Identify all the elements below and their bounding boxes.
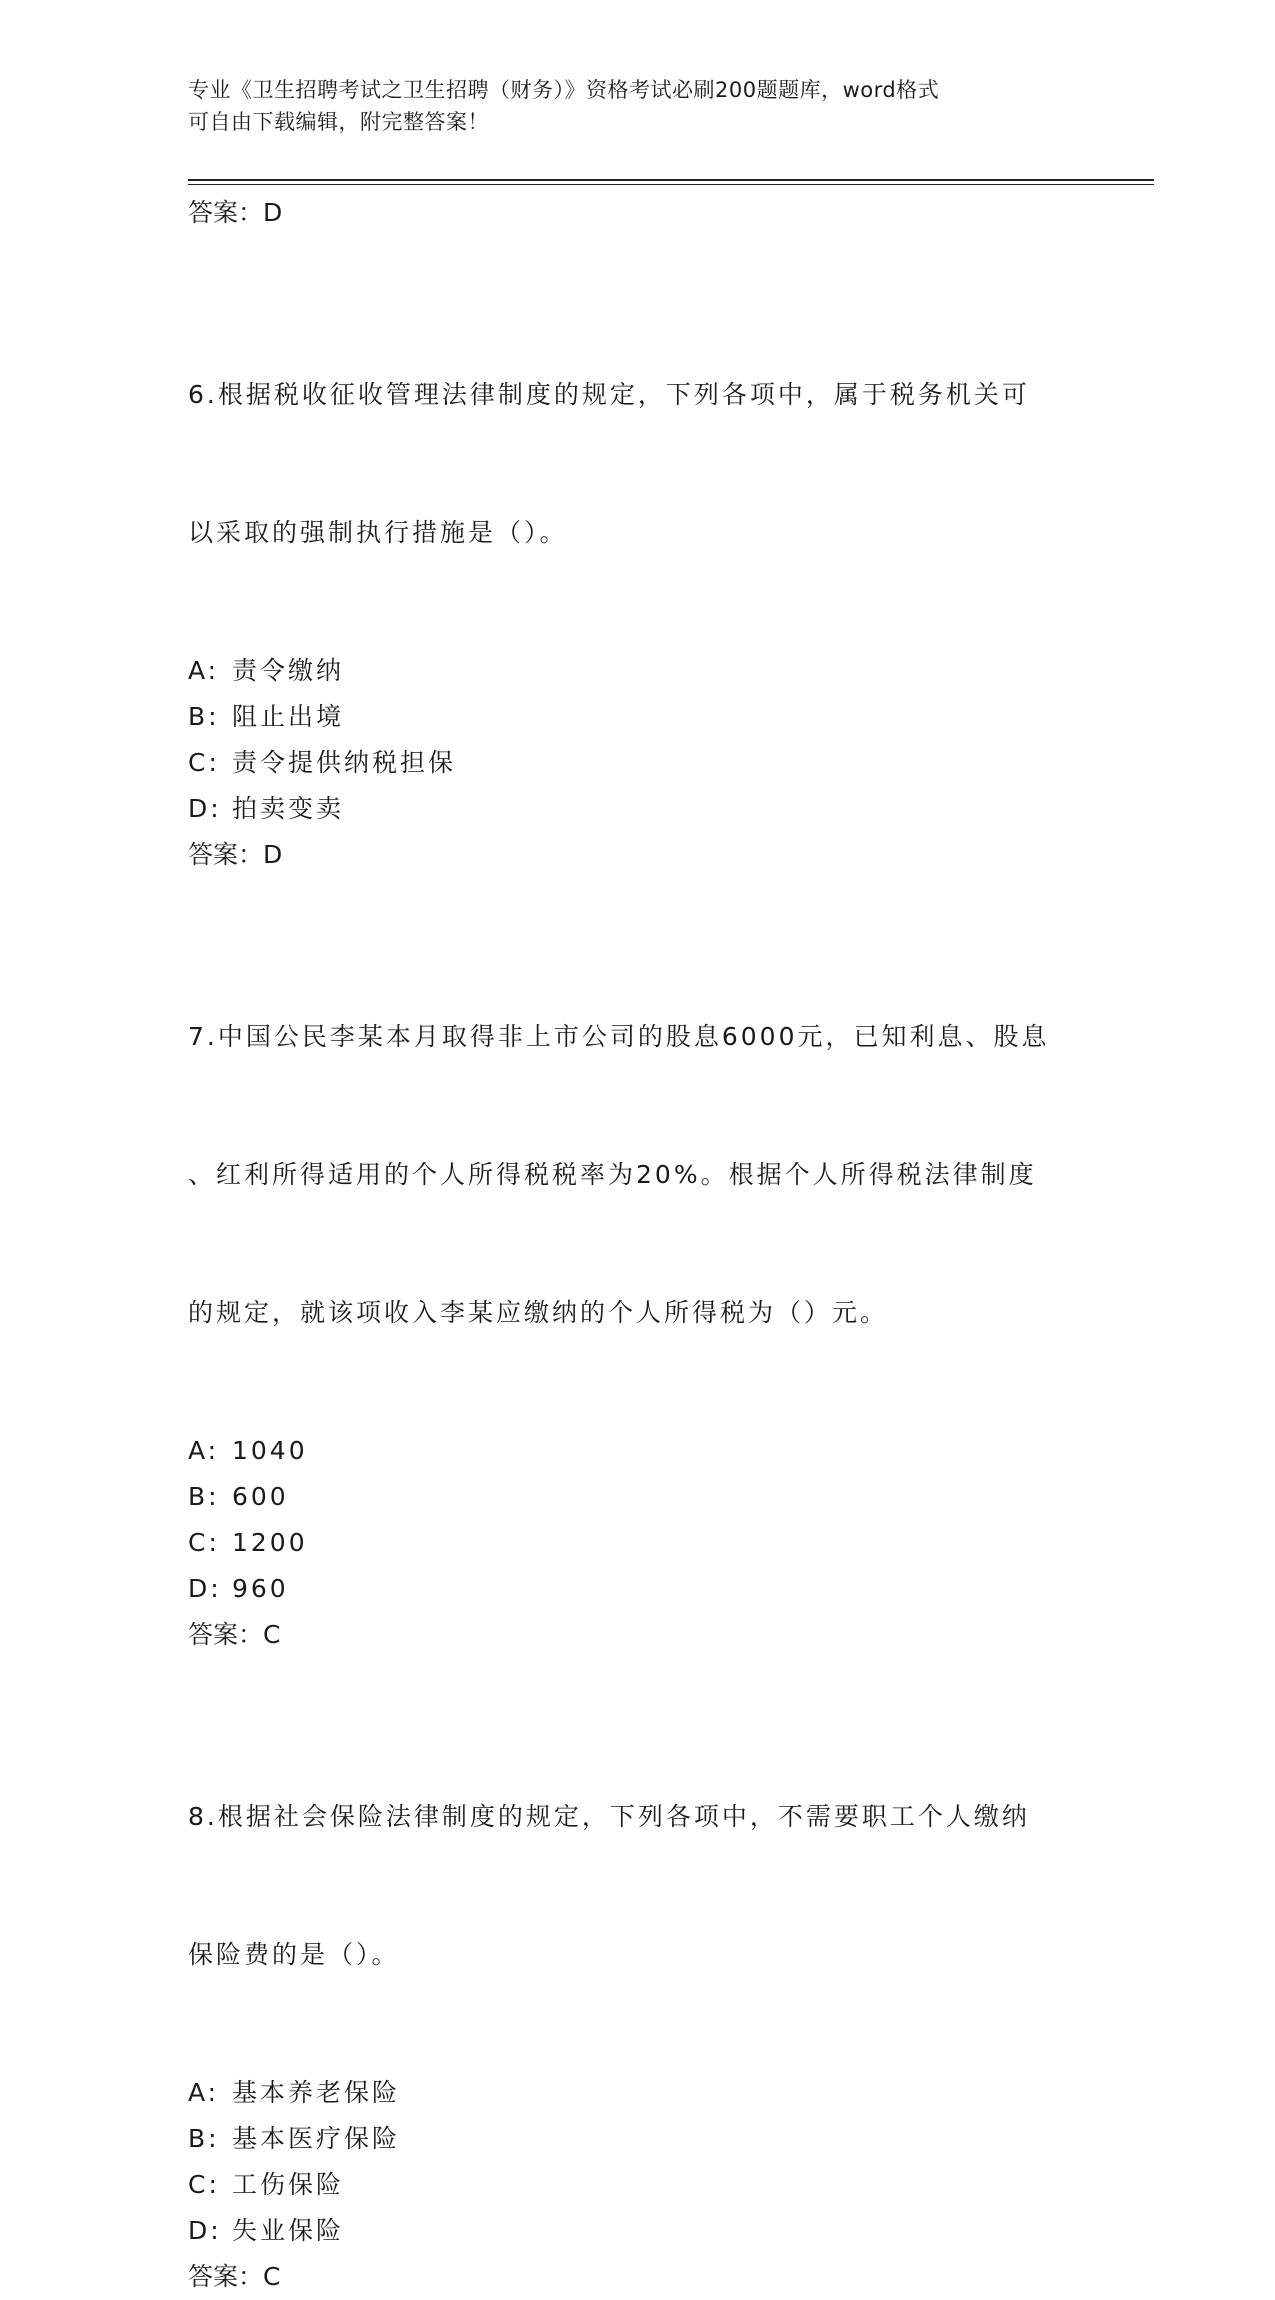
option-c bbox=[188, 1520, 1088, 1566]
header-line-1: 专业《卫生招聘考试之卫生招聘（财务）》资格考试必刷200题题库，word格式 bbox=[188, 78, 940, 102]
option-key: D: bbox=[188, 1574, 222, 1603]
option-text: 960 bbox=[232, 1574, 289, 1603]
option-key: A: bbox=[188, 656, 220, 685]
option-text: 1040 bbox=[232, 1436, 308, 1465]
option-text: 工伤保险 bbox=[232, 2170, 345, 2199]
question-text-line: 6.根据税收征收管理法律制度的规定，下列各项中，属于税务机关可 bbox=[188, 380, 1030, 409]
previous-answer: 答案：D bbox=[188, 198, 283, 227]
option-text: 责令提供纳税担保 bbox=[232, 748, 457, 777]
option-text: 600 bbox=[232, 1482, 289, 1511]
option-a bbox=[188, 648, 1088, 694]
answer-7: 答案：C bbox=[188, 1620, 281, 1649]
option-b bbox=[188, 2116, 1088, 2162]
question-text-line: 以采取的强制执行措施是（）。 bbox=[188, 518, 568, 547]
option-text: 拍卖变卖 bbox=[232, 794, 345, 823]
header-rule-thick bbox=[188, 179, 1154, 181]
question-8 bbox=[188, 1702, 1088, 2070]
spacer bbox=[188, 236, 1088, 280]
question-7 bbox=[188, 922, 1088, 1428]
option-text: 失业保险 bbox=[232, 2216, 345, 2245]
question-6 bbox=[188, 280, 1088, 648]
question-text-line: 8.根据社会保险法律制度的规定，下列各项中，不需要职工个人缴纳 bbox=[188, 1802, 1030, 1831]
question-text-line: 、红利所得适用的个人所得税税率为20%。根据个人所得税法律制度 bbox=[188, 1160, 1037, 1189]
option-d bbox=[188, 1566, 1088, 1612]
option-key: C: bbox=[188, 1528, 220, 1557]
option-text: 责令缴纳 bbox=[232, 656, 345, 685]
option-d bbox=[188, 2208, 1088, 2254]
spacer bbox=[188, 1658, 1088, 1702]
option-b bbox=[188, 1474, 1088, 1520]
option-text: 基本医疗保险 bbox=[232, 2124, 401, 2153]
option-key: C: bbox=[188, 748, 220, 777]
header-rule-thin bbox=[188, 184, 1154, 185]
option-d bbox=[188, 786, 1088, 832]
question-text-line: 的规定，就该项收入李某应缴纳的个人所得税为（）元。 bbox=[188, 1298, 889, 1327]
option-text: 1200 bbox=[232, 1528, 308, 1557]
option-b bbox=[188, 694, 1088, 740]
option-text: 阻止出境 bbox=[232, 702, 345, 731]
option-key: A: bbox=[188, 2078, 220, 2107]
option-key: A: bbox=[188, 1436, 220, 1465]
document-header bbox=[188, 74, 1088, 138]
option-key: D: bbox=[188, 794, 222, 823]
spacer bbox=[188, 878, 1088, 922]
option-a bbox=[188, 1428, 1088, 1474]
option-key: D: bbox=[188, 2216, 222, 2245]
option-c bbox=[188, 2162, 1088, 2208]
answer-6: 答案：D bbox=[188, 840, 283, 869]
option-key: C: bbox=[188, 2170, 220, 2199]
option-c bbox=[188, 740, 1088, 786]
option-key: B: bbox=[188, 1482, 220, 1511]
question-text-line: 7.中国公民李某本月取得非上市公司的股息6000元，已知利息、股息 bbox=[188, 1022, 1050, 1051]
option-key: B: bbox=[188, 2124, 220, 2153]
document-body bbox=[188, 190, 1088, 2300]
option-text: 基本养老保险 bbox=[232, 2078, 401, 2107]
option-key: B: bbox=[188, 702, 220, 731]
header-line-2: 可自由下载编辑，附完整答案！ bbox=[188, 110, 489, 134]
question-text-line: 保险费的是（）。 bbox=[188, 1940, 400, 1969]
option-a bbox=[188, 2070, 1088, 2116]
answer-8: 答案：C bbox=[188, 2262, 281, 2291]
